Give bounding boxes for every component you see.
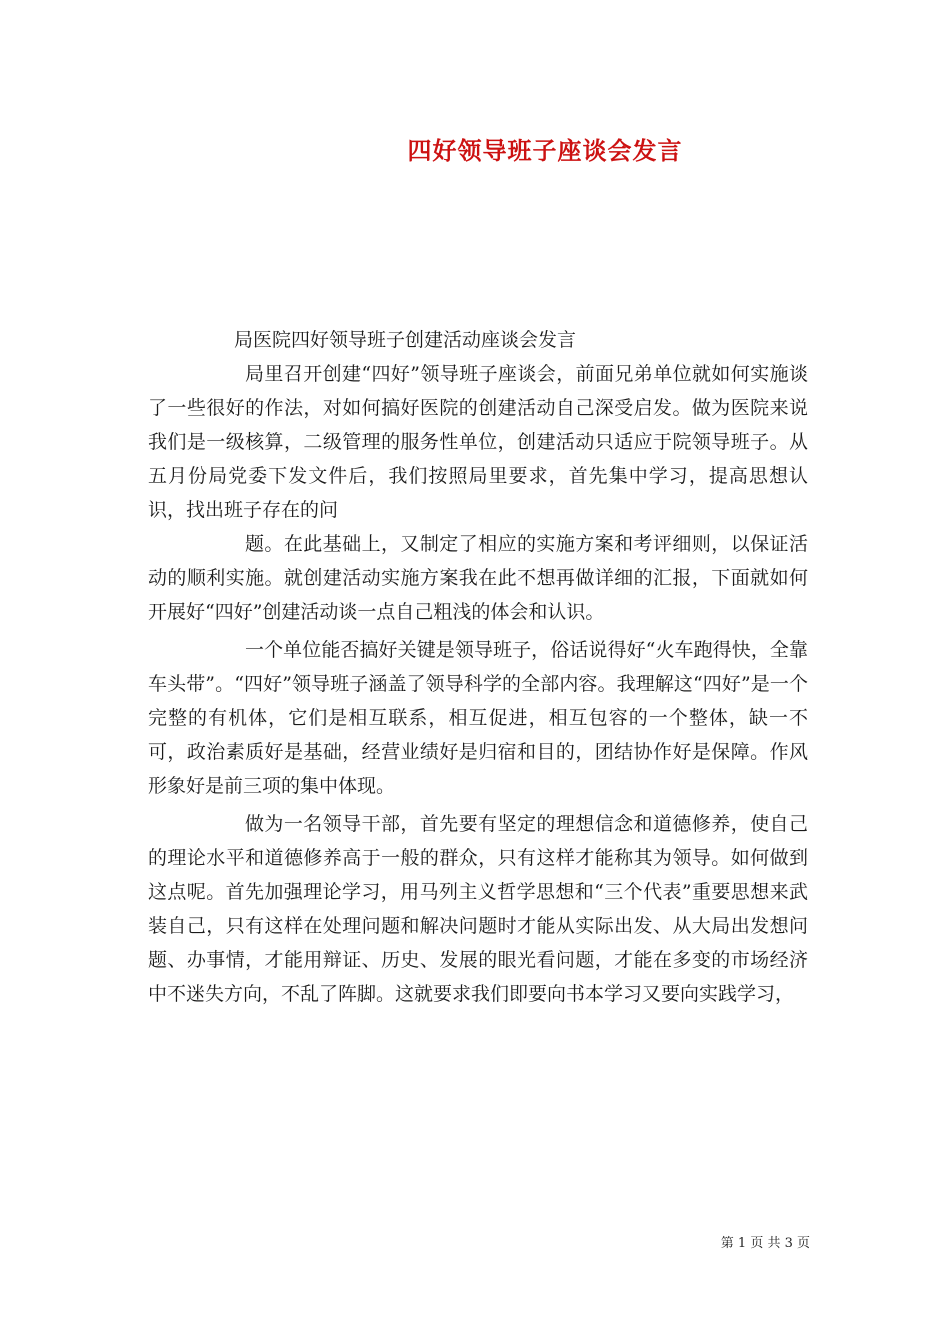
body-paragraph: 做为一名领导干部，首先要有坚定的理想信念和道德修养，使自己的理论水平和道德修养高于一般的群众，只有这样才能称其为领导。如何做到这点呢。首先加强理论学习，用马列主义哲学思想和“三个代表”重要思想来武装自己，只有这样在处理问题和解决问题时才能从实际出发、从大局出发想问题、办事情，才能用辩证、历史、发展的眼光看问题，才能在多变的市场经济中不迷失方向，不乱了阵脚。这就要求我们即要向书本学习又要向实践学习，: [148, 813, 808, 1005]
page-number-footer: 第 1 页 共 3 页: [720, 1236, 810, 1251]
body-paragraph: 局里召开创建“四好”领导班子座谈会，前面兄弟单位就如何实施谈了一些很好的作法，对如何搞好医院的创建活动自己深受启发。做为医院来说我们是一级核算，二级管理的服务性单位，创建活动只适应于院领导班子。从五月份局党委下发文件后，我们按照局里要求，首先集中学习，提高思想认识，找出班子存在的问: [148, 363, 808, 521]
body-paragraph: 题。在此基础上，又制定了相应的实施方案和考评细则，以保证活动的顺利实施。就创建活动实施方案我在此不想再做详细的汇报，下面就如何开展好“四好”创建活动谈一点自己粗浅的体会和认识。: [148, 533, 808, 623]
document-subtitle: 局医院四好领导班子创建活动座谈会发言: [234, 329, 577, 351]
document-title: 四好领导班子座谈会发言: [407, 136, 683, 165]
body-paragraph: 一个单位能否搞好关键是领导班子，俗话说得好“火车跑得快，全靠车头带”。“四好”领导班子涵盖了领导科学的全部内容。我理解这“四好”是一个完整的有机体，它们是相互联系，相互促进，相互包容的一个整体，缺一不可，政治素质好是基础，经营业绩好是归宿和目的，团结协作好是保障。作风形象好是前三项的集中体现。: [148, 639, 808, 797]
document-body: [148, 323, 808, 1011]
